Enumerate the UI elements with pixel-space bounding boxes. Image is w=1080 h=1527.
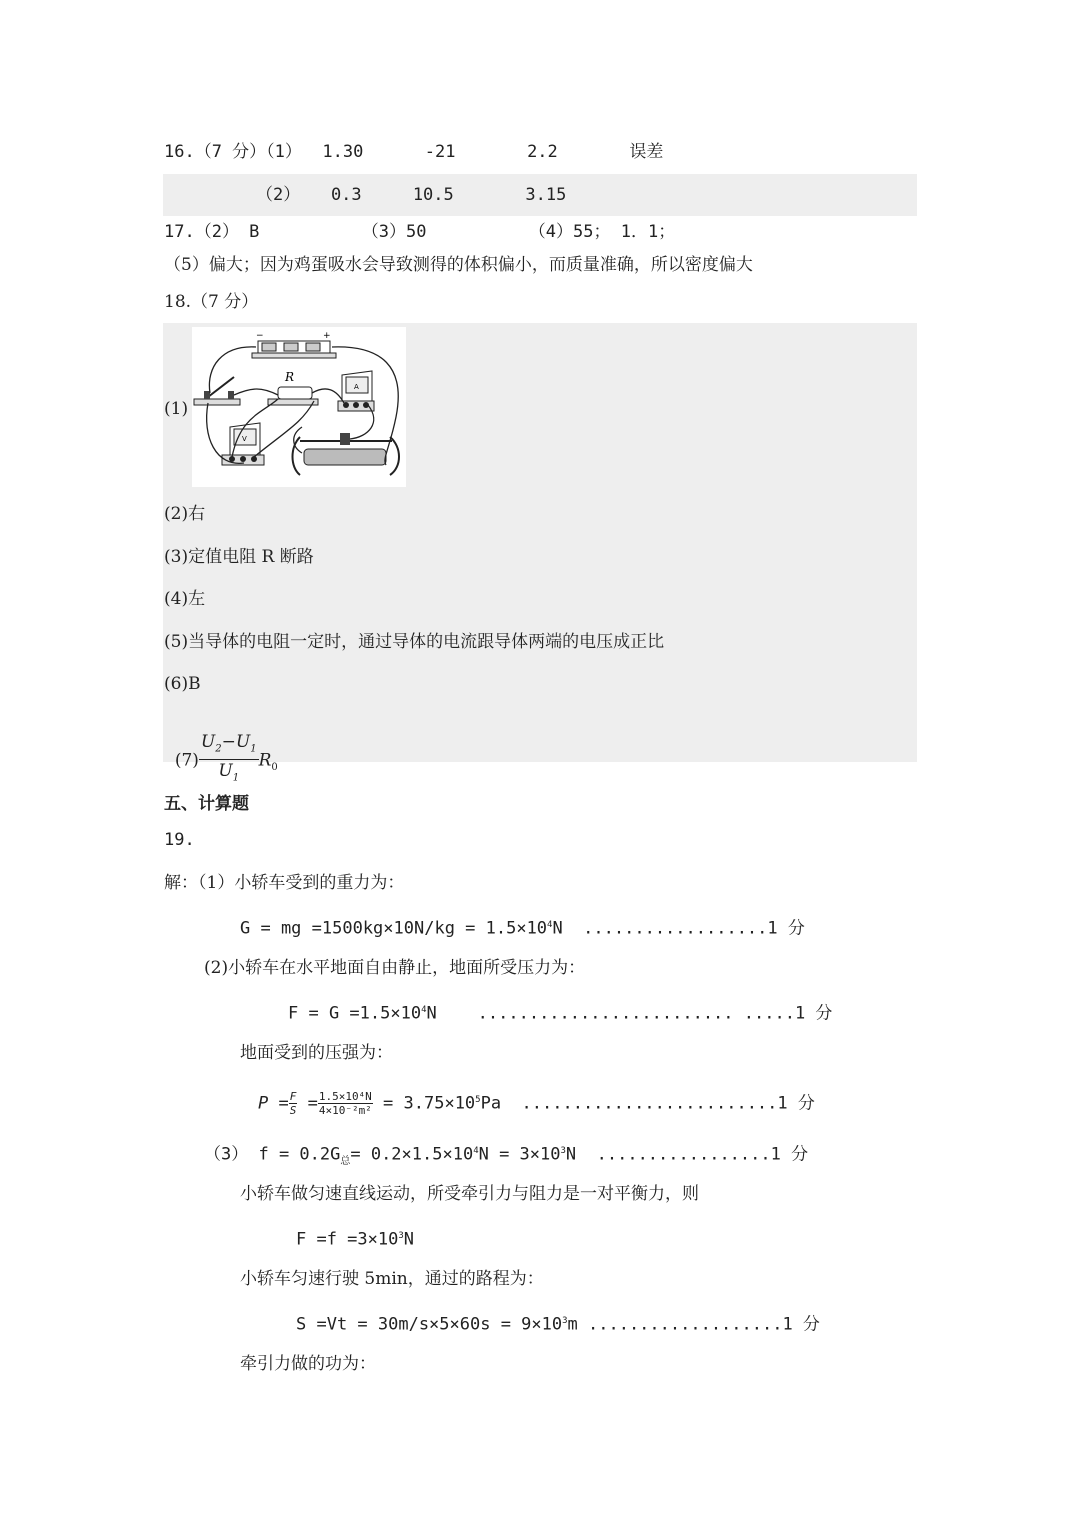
- q18-title: 18.（7 分）: [164, 292, 259, 312]
- q19-number: 19.: [164, 830, 195, 850]
- q16-line2: （2） 0.3 10.5 3.15: [256, 185, 567, 205]
- q19-eq2: $F = G =1.5\times 10^4N$ ......................... .....1 分: [288, 1003, 833, 1024]
- p7-R0-sub: 0: [271, 761, 278, 773]
- p7-num-U2: U: [200, 732, 216, 752]
- q17-line2: （5）偏大；因为鸡蛋吸水会导致测得的体积偏小，而质量准确，所以密度偏大: [164, 255, 753, 275]
- q19-s2: (2)小轿车在水平地面自由静止，地面所受压力为：: [204, 958, 586, 978]
- q19-eq1: G = mg $=1500kg\times 10N/kg = 1.5\times 10^4N$ ..................1 分: [240, 918, 805, 939]
- q19-eq5: $F =f =3\times 10^3N$: [296, 1229, 415, 1250]
- q18-p4: (4)左: [164, 589, 206, 609]
- q19-eq6: $S =Vt = 30m/s\times 5\times 60s = 9\times 10^3m$ ...................1 分: [296, 1314, 820, 1335]
- circuit-diagram: [192, 327, 406, 487]
- q19-s1: 解：（1）小轿车受到的重力为：: [164, 873, 405, 893]
- q19-eq4: （3） $f = 0.2G_总= 0.2\times 1.5\times 10^4N = 3\times 10^3N$ .................1 分: [204, 1144, 809, 1168]
- p7-num-U1-sub: 1: [250, 743, 257, 755]
- q19-s3: 地面受到的压强为：: [240, 1043, 393, 1063]
- q18-p6: (6)B: [164, 674, 201, 694]
- battery-icon: [252, 341, 336, 358]
- section5-title: 五、计算题: [164, 794, 249, 814]
- q16-line1: 16.（7 分）（1） 1.30 -21 2.2 误差: [164, 142, 664, 162]
- q18-p7-fraction: [199, 732, 259, 790]
- q17-line1: 17.（2） B （3）50 （4）55； 1．1；: [164, 222, 676, 242]
- resistor-label: R: [285, 370, 295, 384]
- q18-p7: [164, 708, 278, 790]
- q18-p7-label: (7): [174, 750, 199, 771]
- p7-R0: R: [258, 750, 272, 771]
- svg-text:A: A: [354, 383, 359, 391]
- q19-eq3: P = $\frac{F}{S}$ = $\frac{\text{1.5×10⁴N}}{\text{4×10⁻²m²}} = 3.75\times 10^5Pa$ .........................1 分: [258, 1090, 815, 1118]
- svg-text:V: V: [242, 435, 247, 443]
- q19-s4: 小轿车做匀速直线运动，所受牵引力与阻力是一对平衡力，则: [240, 1184, 699, 1204]
- q18-p3: (3)定值电阻 R 断路: [164, 547, 314, 567]
- q19-s6: 牵引力做的功为：: [240, 1354, 376, 1374]
- p7-num-U2-sub: 2: [215, 743, 222, 755]
- p7-den-U1-sub: 1: [232, 772, 240, 784]
- p7-den-U1: U: [218, 761, 233, 782]
- q18-p2: (2)右: [164, 504, 206, 524]
- q18-p1-label: (1): [164, 399, 189, 419]
- q18-p5: (5)当导体的电阻一定时，通过导体的电流跟导体两端的电压成正比: [164, 632, 665, 652]
- q19-s5: 小轿车匀速行驶 5min，通过的路程为：: [240, 1269, 544, 1289]
- svg-text:−: −: [256, 331, 264, 341]
- svg-text:+: +: [323, 331, 331, 341]
- p7-num-U1: −U: [221, 732, 251, 752]
